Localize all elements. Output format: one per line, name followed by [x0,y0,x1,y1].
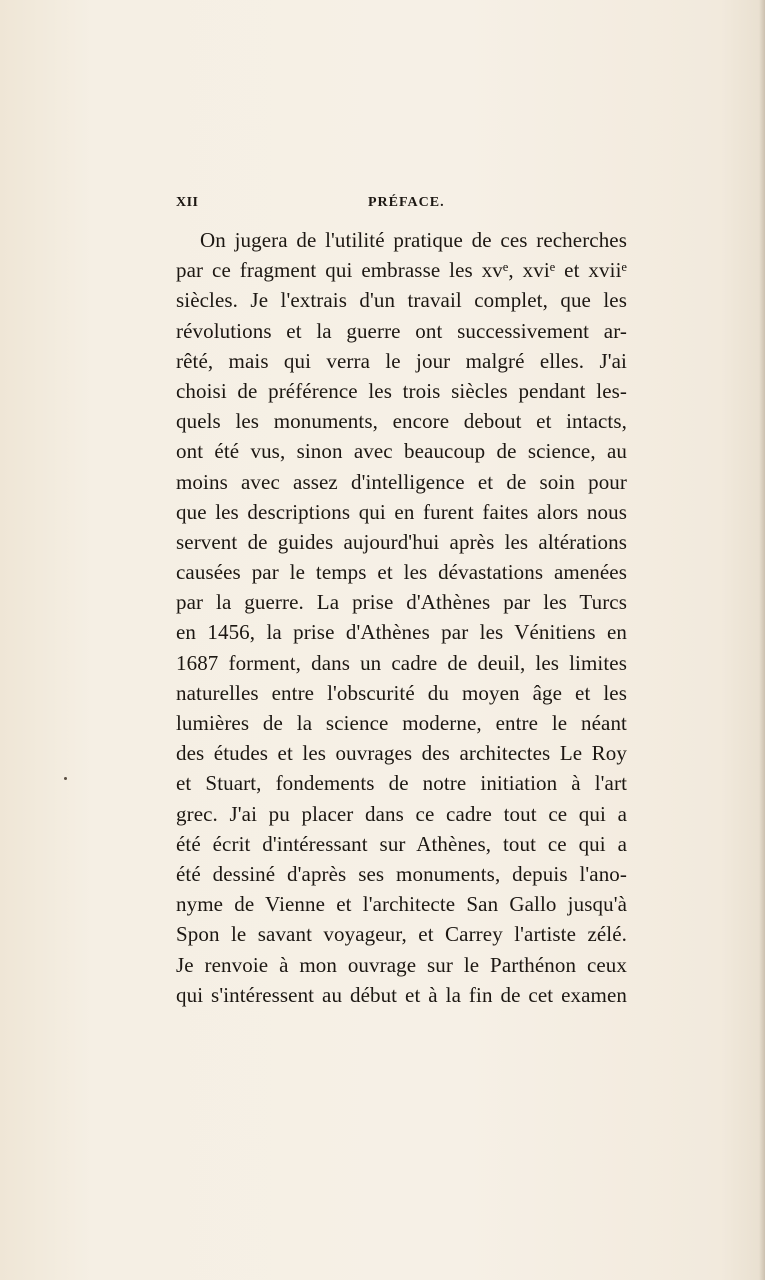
text-line: des études et les ouvrages des architectes Le Roy [176,741,627,766]
text-line: naturelles entre l'obscurité du moyen âge et les [176,680,627,705]
text-line: qui s'intéressent au début et à la fin de cet examen [176,982,627,1007]
page-number: XII [176,195,199,210]
text-line: révolutions et la guerre ont successivement ar- [176,318,627,343]
text-line: nyme de Vienne et l'architecte San Gallo jusqu'à [176,892,627,917]
text-line: rêté, mais qui verra le jour malgré elles. J'ai [176,348,627,373]
text-line: siècles. Je l'extrais d'un travail complet, que les [176,288,627,313]
paper-speck [64,777,67,780]
text-line: grec. J'ai pu placer dans ce cadre tout ce qui a [176,801,627,826]
body-text [176,225,627,1010]
text-line: servent de guides aujourd'hui après les altérations [176,529,627,554]
running-title: PRÉFACE. [368,195,445,210]
page-header [176,195,626,217]
text-line: et Stuart, fondements de notre initiation à l'art [176,771,627,796]
text-line: été dessiné d'après ses monuments, depuis l'ano- [176,861,627,886]
text-line: par ce fragment qui embrasse les xvᵉ, xviᵉ et xviiᵉ [176,258,627,283]
text-line: On jugera de l'utilité pratique de ces recherches [200,228,627,252]
text-line: Spon le savant voyageur, et Carrey l'artiste zélé. [176,922,627,947]
text-line: lumières de la science moderne, entre le néant [176,711,627,735]
text-line: quels les monuments, encore debout et intacts, [176,409,627,434]
page-edge-shadow [759,0,765,1280]
text-line: que les descriptions qui en furent faites alors nous [176,499,627,524]
text-line: choisi de préférence les trois siècles pendant les- [176,378,627,403]
text-line: causées par le temps et les dévastations amenées [176,560,627,585]
text-line: moins avec assez d'intelligence et de soin pour [176,469,627,494]
text-line: été écrit d'intéressant sur Athènes, tout ce qui a [176,831,627,856]
text-line: en 1456, la prise d'Athènes par les Vénitiens en [176,620,627,645]
text-line: par la guerre. La prise d'Athènes par les Turcs [176,590,627,615]
text-line: ont été vus, sinon avec beaucoup de science, au [176,439,627,464]
text-line: Je renvoie à mon ouvrage sur le Parthénon ceux [176,952,627,977]
text-line: 1687 forment, dans un cadre de deuil, les limites [176,650,627,675]
